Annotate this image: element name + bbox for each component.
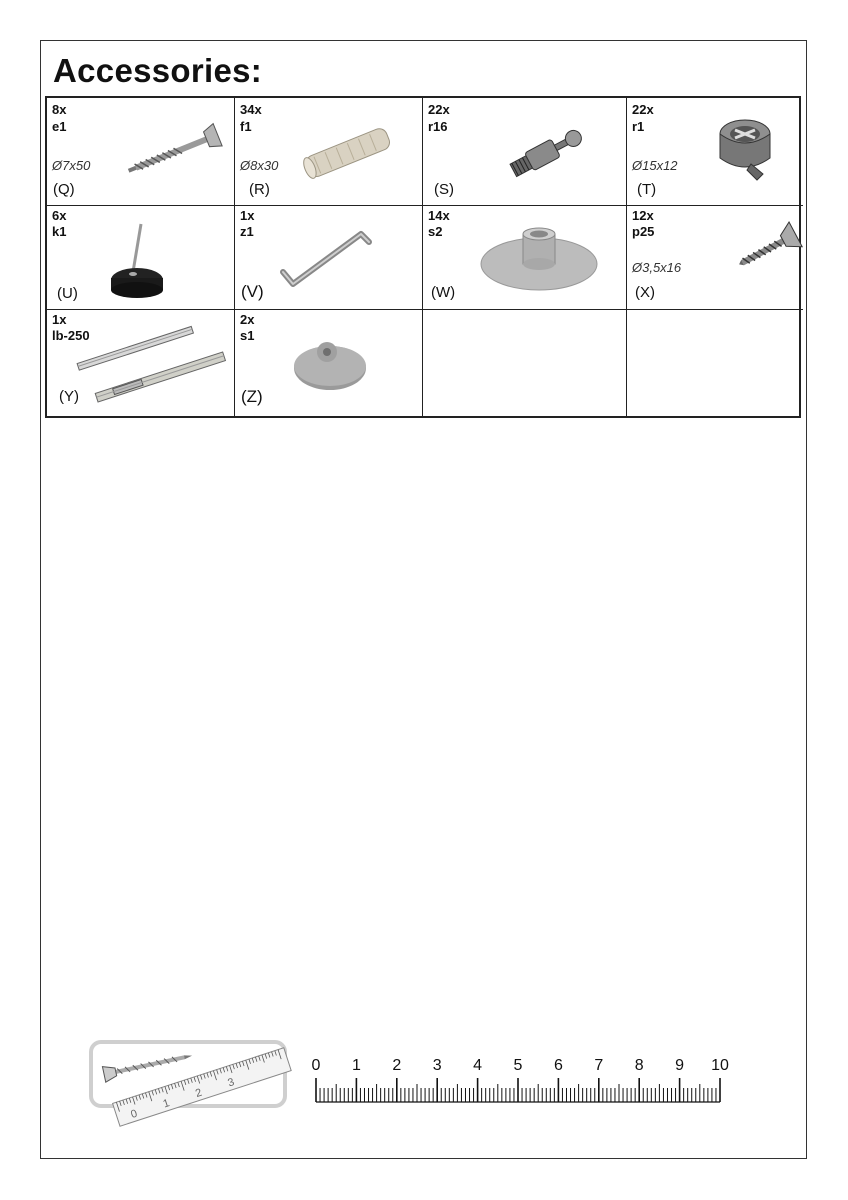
- connector-bolt-r16-icon: [501, 120, 591, 186]
- screw-p25-icon: [735, 220, 805, 276]
- item-letter: (Q): [53, 181, 75, 198]
- mini-ruler-label: 2: [193, 1086, 204, 1100]
- item-qty: 6x: [52, 208, 67, 223]
- item-qty: 14x: [428, 208, 450, 223]
- mini-ruler-label: 3: [226, 1076, 236, 1090]
- item-cell-q: [47, 98, 235, 206]
- item-code: e1: [52, 119, 67, 134]
- item-letter: (Z): [241, 387, 263, 406]
- empty-cell: [627, 310, 803, 416]
- item-letter: (U): [57, 285, 78, 302]
- item-cell-u: [47, 206, 235, 310]
- item-cell-r: [235, 98, 423, 206]
- item-code: p25: [632, 224, 655, 239]
- item-qty: 2x: [240, 312, 255, 327]
- item-dimension: Ø7x50: [52, 158, 91, 173]
- empty-cell: [423, 310, 627, 416]
- scale-example: [89, 1040, 287, 1121]
- accessories-grid: [45, 96, 801, 418]
- item-code: s1: [240, 328, 255, 343]
- item-letter: (X): [635, 284, 655, 301]
- ruler-label: 10: [711, 1057, 729, 1074]
- ruler-label: 1: [351, 1057, 361, 1074]
- item-code: z1: [240, 224, 254, 239]
- ruler-label: 5: [513, 1057, 523, 1074]
- item-qty: 1x: [52, 312, 67, 327]
- item-dimension: Ø3,5x16: [632, 260, 682, 275]
- item-letter: (V): [241, 282, 264, 301]
- furniture-glide-k1-icon: [103, 220, 173, 302]
- item-qty: 12x: [632, 208, 654, 223]
- item-qty: 34x: [240, 102, 262, 117]
- item-cell-y: [47, 310, 235, 416]
- cam-lock-r1-icon: [711, 112, 779, 184]
- ruler-label: 4: [473, 1057, 483, 1074]
- item-qty: 22x: [428, 102, 450, 117]
- item-code: f1: [240, 119, 252, 134]
- item-code: r1: [632, 119, 645, 134]
- measuring-ruler: [306, 1052, 736, 1112]
- item-qty: 8x: [52, 102, 67, 117]
- item-dimension: Ø15x12: [632, 158, 678, 173]
- item-letter: (W): [431, 284, 456, 301]
- allen-key-z1-icon: [275, 214, 385, 294]
- item-letter: (Y): [59, 388, 79, 405]
- item-qty: 1x: [240, 208, 255, 223]
- screw-e1-icon: [125, 122, 225, 182]
- ruler-label: 9: [675, 1057, 685, 1074]
- ruler-label: 7: [594, 1057, 604, 1074]
- ruler-label: 0: [311, 1057, 321, 1074]
- cover-disc-s2-icon: [479, 220, 599, 296]
- item-letter: (T): [637, 181, 657, 198]
- item-cell-z: [235, 310, 423, 416]
- page-title: Accessories:: [53, 52, 263, 89]
- item-qty: 22x: [632, 102, 654, 117]
- item-cell-s: [423, 98, 627, 206]
- ruler-label: 3: [432, 1057, 442, 1074]
- item-letter: (R): [249, 181, 270, 198]
- screw-on-ruler-icon: [93, 1044, 283, 1121]
- dowel-f1-icon: [295, 122, 400, 184]
- ruler-label: 2: [392, 1057, 402, 1074]
- item-cell-x: [627, 206, 803, 310]
- item-code: r16: [428, 119, 448, 134]
- item-code: lb-250: [52, 328, 90, 343]
- mini-ruler-label: 1: [161, 1097, 172, 1111]
- item-code: k1: [52, 224, 67, 239]
- item-dimension: Ø8x30: [240, 158, 279, 173]
- cover-cap-s1-icon: [287, 340, 373, 394]
- drawer-slide-lb250-icon: [67, 320, 227, 410]
- item-code: s2: [428, 224, 443, 239]
- item-cell-w: [423, 206, 627, 310]
- mini-ruler-label: 0: [129, 1107, 139, 1121]
- ruler-label: 6: [553, 1057, 563, 1074]
- ruler-label: 8: [634, 1057, 644, 1074]
- item-cell-t: [627, 98, 803, 206]
- item-letter: (S): [434, 181, 454, 198]
- item-cell-v: [235, 206, 423, 310]
